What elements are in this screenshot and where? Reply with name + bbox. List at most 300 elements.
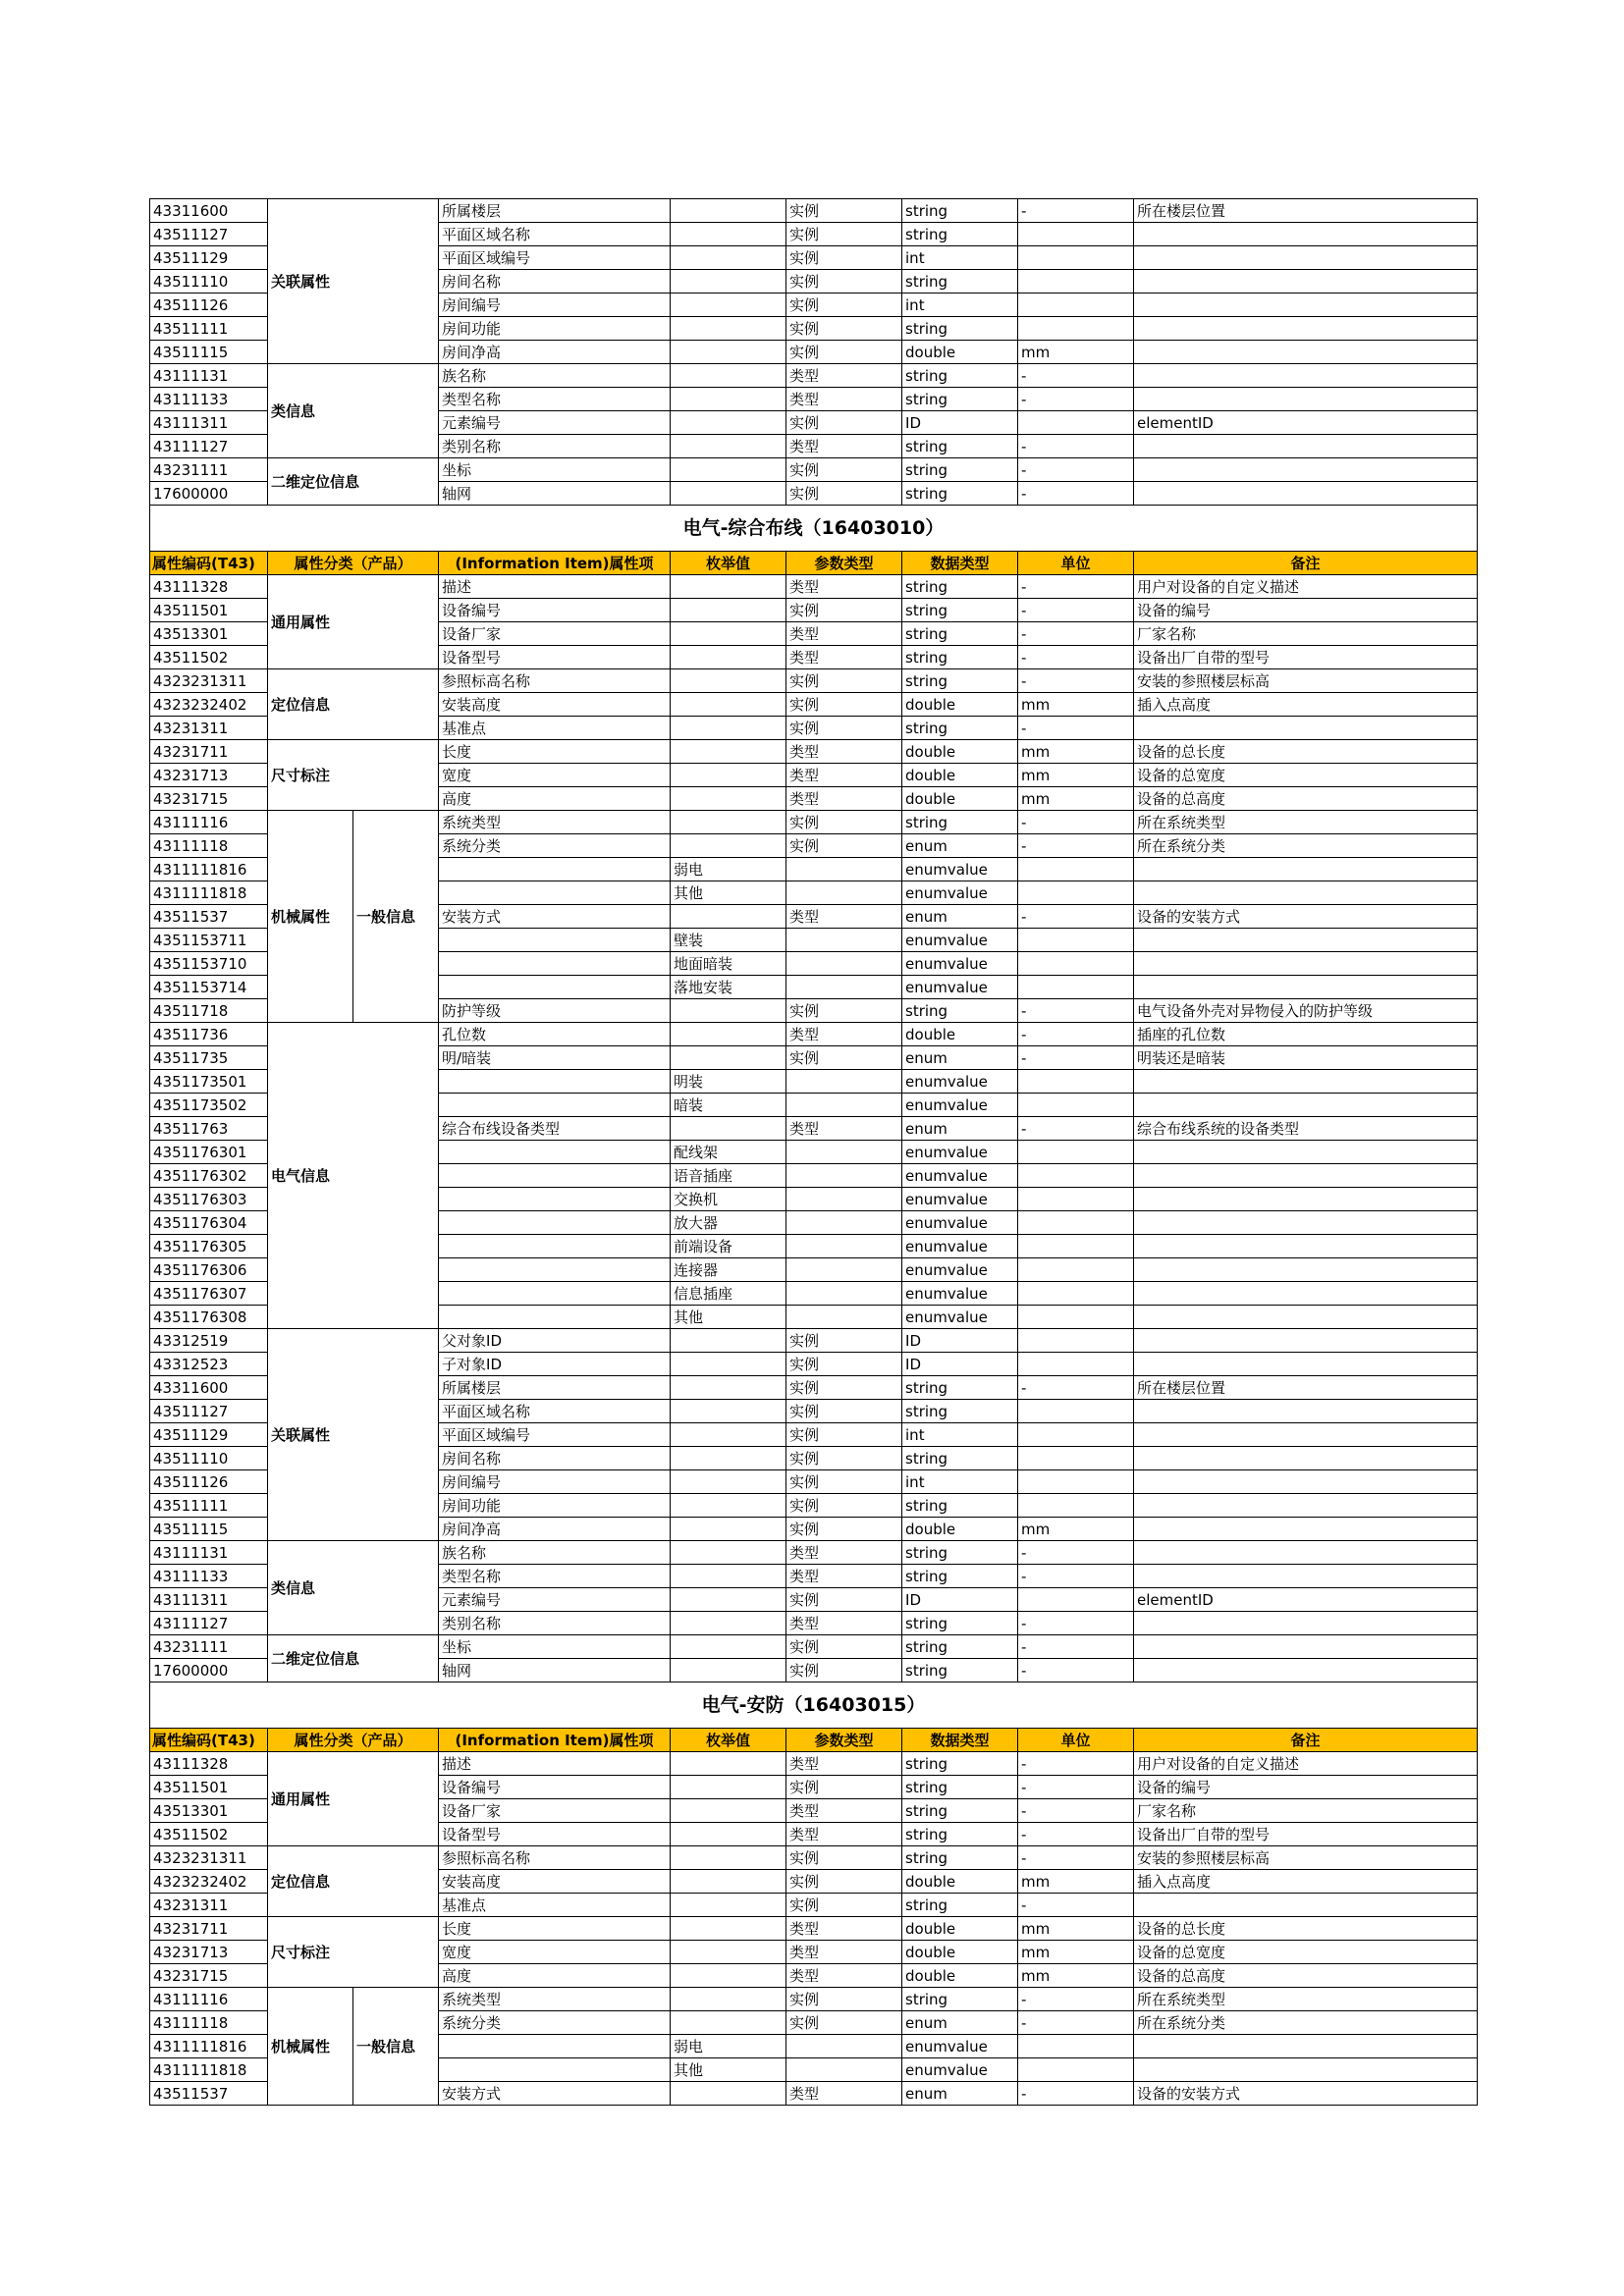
remark: 设备的编号 — [1134, 599, 1478, 622]
unit — [1018, 929, 1134, 952]
enum-value — [671, 482, 786, 506]
enum-value: 连接器 — [671, 1258, 786, 1282]
remark: 插入点高度 — [1134, 1870, 1478, 1894]
data-type: enumvalue — [902, 858, 1018, 881]
info-item: 房间编号 — [439, 294, 671, 317]
enum-value: 其他 — [671, 2058, 786, 2082]
unit — [1018, 246, 1134, 270]
remark: 设备的总长度 — [1134, 1917, 1478, 1941]
remark: 厂家名称 — [1134, 622, 1478, 646]
info-item: 族名称 — [439, 1541, 671, 1565]
data-type: double — [902, 787, 1018, 811]
remark — [1134, 1258, 1478, 1282]
remark: 所在楼层位置 — [1134, 1376, 1478, 1400]
remark — [1134, 1353, 1478, 1376]
enum-value — [671, 693, 786, 717]
unit — [1018, 1188, 1134, 1211]
enum-value — [671, 1823, 786, 1846]
enum-value: 信息插座 — [671, 1282, 786, 1306]
param-type: 类型 — [786, 1612, 902, 1635]
enum-value — [671, 223, 786, 246]
param-type: 类型 — [786, 646, 902, 669]
data-type: enum — [902, 1046, 1018, 1070]
enum-value — [671, 764, 786, 787]
remark — [1134, 1400, 1478, 1423]
enum-value — [671, 1988, 786, 2011]
param-type: 类型 — [786, 764, 902, 787]
enum-value — [671, 1612, 786, 1635]
info-item: 综合布线设备类型 — [439, 1117, 671, 1141]
info-item: 平面区域名称 — [439, 1400, 671, 1423]
param-type — [786, 929, 902, 952]
remark — [1134, 1565, 1478, 1588]
unit — [1018, 411, 1134, 435]
attr-category: 关联属性 — [268, 1329, 439, 1541]
attr-code: 43231715 — [150, 1964, 268, 1988]
remark: 安装的参照楼层标高 — [1134, 1846, 1478, 1870]
info-item: 描述 — [439, 575, 671, 599]
enum-value — [671, 1518, 786, 1541]
attr-code: 43511115 — [150, 341, 268, 364]
info-item: 房间功能 — [439, 317, 671, 341]
data-type: enumvalue — [902, 1070, 1018, 1094]
param-type: 实例 — [786, 317, 902, 341]
param-type: 类型 — [786, 2082, 902, 2106]
info-item — [439, 1070, 671, 1094]
info-item: 坐标 — [439, 458, 671, 482]
property-sheet — [149, 198, 1477, 2106]
column-header: 参数类型 — [786, 1729, 902, 1752]
unit: - — [1018, 646, 1134, 669]
info-item — [439, 976, 671, 999]
attr-code: 43511736 — [150, 1023, 268, 1046]
attr-code: 43511127 — [150, 1400, 268, 1423]
data-type: double — [902, 1023, 1018, 1046]
param-type: 实例 — [786, 2011, 902, 2035]
enum-value — [671, 599, 786, 622]
unit: - — [1018, 1988, 1134, 2011]
param-type: 实例 — [786, 1494, 902, 1518]
remark — [1134, 1894, 1478, 1917]
enum-value — [671, 717, 786, 740]
remark — [1134, 976, 1478, 999]
info-item: 高度 — [439, 787, 671, 811]
info-item: 明/暗装 — [439, 1046, 671, 1070]
info-item: 所属楼层 — [439, 1376, 671, 1400]
remark — [1134, 1447, 1478, 1470]
remark — [1134, 388, 1478, 411]
unit: - — [1018, 364, 1134, 388]
enum-value: 其他 — [671, 1306, 786, 1329]
remark — [1134, 1612, 1478, 1635]
unit — [1018, 881, 1134, 905]
enum-value — [671, 1846, 786, 1870]
attr-code: 43511111 — [150, 317, 268, 341]
attr-code: 4351153714 — [150, 976, 268, 999]
param-type: 类型 — [786, 364, 902, 388]
enum-value — [671, 1400, 786, 1423]
remark — [1134, 364, 1478, 388]
unit: - — [1018, 905, 1134, 929]
info-item — [439, 929, 671, 952]
attr-category: 定位信息 — [268, 669, 439, 740]
enum-value: 弱电 — [671, 2035, 786, 2058]
unit: - — [1018, 1565, 1134, 1588]
unit: - — [1018, 458, 1134, 482]
attr-category: 类信息 — [268, 1541, 439, 1635]
info-item: 平面区域编号 — [439, 246, 671, 270]
info-item: 系统类型 — [439, 1988, 671, 2011]
remark — [1134, 2058, 1478, 2082]
data-type: string — [902, 435, 1018, 458]
attr-category: 定位信息 — [268, 1846, 439, 1917]
remark: 设备的总高度 — [1134, 787, 1478, 811]
table-row — [150, 1023, 1478, 1046]
enum-value — [671, 1470, 786, 1494]
unit: - — [1018, 599, 1134, 622]
info-item: 设备厂家 — [439, 1799, 671, 1823]
remark: 设备的总宽度 — [1134, 764, 1478, 787]
data-type: string — [902, 1541, 1018, 1565]
data-type: enumvalue — [902, 2035, 1018, 2058]
remark — [1134, 1164, 1478, 1188]
table-row — [150, 1752, 1478, 1776]
param-type: 实例 — [786, 1635, 902, 1659]
data-type: enumvalue — [902, 1164, 1018, 1188]
info-item: 设备型号 — [439, 1823, 671, 1846]
attr-category: 二维定位信息 — [268, 1635, 439, 1682]
param-type: 实例 — [786, 1423, 902, 1447]
remark: 用户对设备的自定义描述 — [1134, 1752, 1478, 1776]
param-type: 实例 — [786, 1988, 902, 2011]
enum-value: 配线架 — [671, 1141, 786, 1164]
param-type: 实例 — [786, 1518, 902, 1541]
data-type: enum — [902, 905, 1018, 929]
column-header-row — [150, 552, 1478, 575]
data-type: double — [902, 341, 1018, 364]
info-item — [439, 1235, 671, 1258]
data-type: double — [902, 1870, 1018, 1894]
attr-code: 43231715 — [150, 787, 268, 811]
info-item: 平面区域编号 — [439, 1423, 671, 1447]
info-item: 房间净高 — [439, 1518, 671, 1541]
param-type: 类型 — [786, 435, 902, 458]
info-item — [439, 952, 671, 976]
remark: 综合布线系统的设备类型 — [1134, 1117, 1478, 1141]
enum-value: 弱电 — [671, 858, 786, 881]
section-title-row — [150, 1682, 1478, 1729]
data-type: string — [902, 482, 1018, 506]
info-item — [439, 1306, 671, 1329]
table-row — [150, 364, 1478, 388]
attr-code: 4351153710 — [150, 952, 268, 976]
enum-value — [671, 1894, 786, 1917]
remark: 所在系统类型 — [1134, 1988, 1478, 2011]
attr-category: 通用属性 — [268, 575, 439, 669]
attr-code: 43312523 — [150, 1353, 268, 1376]
table-row — [150, 811, 1478, 834]
data-type: string — [902, 199, 1018, 223]
remark — [1134, 223, 1478, 246]
data-type: string — [902, 811, 1018, 834]
param-type: 类型 — [786, 740, 902, 764]
enum-value: 暗装 — [671, 1094, 786, 1117]
enum-value — [671, 999, 786, 1023]
attr-code: 43111133 — [150, 388, 268, 411]
remark — [1134, 1470, 1478, 1494]
attr-code: 43511501 — [150, 1776, 268, 1799]
table-row — [150, 575, 1478, 599]
info-item: 族名称 — [439, 364, 671, 388]
enum-value — [671, 834, 786, 858]
param-type: 类型 — [786, 575, 902, 599]
param-type — [786, 976, 902, 999]
column-header: 备注 — [1134, 1729, 1478, 1752]
column-header: 枚举值 — [671, 1729, 786, 1752]
param-type: 实例 — [786, 1588, 902, 1612]
unit: - — [1018, 1776, 1134, 1799]
info-item: 系统类型 — [439, 811, 671, 834]
unit — [1018, 1258, 1134, 1282]
attr-code: 43111311 — [150, 1588, 268, 1612]
data-type: string — [902, 999, 1018, 1023]
info-item: 长度 — [439, 1917, 671, 1941]
attr-code: 4351176306 — [150, 1258, 268, 1282]
attr-code: 43511129 — [150, 246, 268, 270]
remark — [1134, 1211, 1478, 1235]
remark — [1134, 1235, 1478, 1258]
attr-code: 17600000 — [150, 1659, 268, 1682]
attr-subcategory: 一般信息 — [353, 1988, 439, 2106]
param-type: 类型 — [786, 1917, 902, 1941]
attr-code: 43111127 — [150, 435, 268, 458]
enum-value — [671, 294, 786, 317]
data-type: double — [902, 1941, 1018, 1964]
param-type: 实例 — [786, 1870, 902, 1894]
attr-code: 4311111816 — [150, 858, 268, 881]
attr-code: 43111328 — [150, 1752, 268, 1776]
info-item: 宽度 — [439, 1941, 671, 1964]
data-type: enumvalue — [902, 952, 1018, 976]
data-type: enumvalue — [902, 929, 1018, 952]
column-header: 参数类型 — [786, 552, 902, 575]
remark: 设备的编号 — [1134, 1776, 1478, 1799]
unit: - — [1018, 1023, 1134, 1046]
param-type: 实例 — [786, 294, 902, 317]
unit — [1018, 1329, 1134, 1353]
param-type: 实例 — [786, 693, 902, 717]
unit — [1018, 1235, 1134, 1258]
unit: mm — [1018, 1870, 1134, 1894]
attr-code: 4351176304 — [150, 1211, 268, 1235]
attr-code: 43513301 — [150, 622, 268, 646]
data-type: string — [902, 1565, 1018, 1588]
data-type: ID — [902, 1353, 1018, 1376]
attr-code: 4323231311 — [150, 669, 268, 693]
remark — [1134, 1494, 1478, 1518]
data-type: double — [902, 740, 1018, 764]
attr-code: 43511502 — [150, 1823, 268, 1846]
remark — [1134, 717, 1478, 740]
unit — [1018, 1282, 1134, 1306]
column-header: 数据类型 — [902, 552, 1018, 575]
unit: - — [1018, 1541, 1134, 1565]
param-type: 类型 — [786, 1541, 902, 1565]
unit: mm — [1018, 693, 1134, 717]
remark: 安装的参照楼层标高 — [1134, 669, 1478, 693]
unit — [1018, 2058, 1134, 2082]
unit: - — [1018, 811, 1134, 834]
param-type: 实例 — [786, 1329, 902, 1353]
remark — [1134, 1070, 1478, 1094]
unit: - — [1018, 435, 1134, 458]
data-type: string — [902, 1894, 1018, 1917]
info-item — [439, 2058, 671, 2082]
attr-code: 43111311 — [150, 411, 268, 435]
data-type: enumvalue — [902, 1094, 1018, 1117]
remark — [1134, 435, 1478, 458]
unit: - — [1018, 1659, 1134, 1682]
data-type: double — [902, 693, 1018, 717]
attr-code: 43511501 — [150, 599, 268, 622]
column-header: 单位 — [1018, 552, 1134, 575]
enum-value — [671, 1659, 786, 1682]
remark — [1134, 1141, 1478, 1164]
info-item — [439, 858, 671, 881]
unit: - — [1018, 1846, 1134, 1870]
enum-value: 地面暗装 — [671, 952, 786, 976]
unit: - — [1018, 1752, 1134, 1776]
attr-code: 4311111818 — [150, 2058, 268, 2082]
param-type: 实例 — [786, 482, 902, 506]
attr-code: 4323232402 — [150, 1870, 268, 1894]
unit — [1018, 1211, 1134, 1235]
param-type: 类型 — [786, 787, 902, 811]
unit: - — [1018, 1635, 1134, 1659]
attr-category: 机械属性 — [268, 1988, 353, 2106]
attr-code: 4351176305 — [150, 1235, 268, 1258]
info-item: 元素编号 — [439, 411, 671, 435]
attr-category: 尺寸标注 — [268, 1917, 439, 1988]
remark: 设备的总宽度 — [1134, 1941, 1478, 1964]
param-type: 实例 — [786, 999, 902, 1023]
data-type: string — [902, 1612, 1018, 1635]
unit — [1018, 2035, 1134, 2058]
unit: mm — [1018, 1941, 1134, 1964]
enum-value — [671, 1565, 786, 1588]
unit: - — [1018, 2011, 1134, 2035]
attr-code: 43111116 — [150, 811, 268, 834]
column-header: 属性分类（产品） — [268, 1729, 439, 1752]
remark — [1134, 1635, 1478, 1659]
unit — [1018, 1470, 1134, 1494]
enum-value — [671, 1752, 786, 1776]
data-type: enum — [902, 2011, 1018, 2035]
attr-subcategory: 一般信息 — [353, 811, 439, 1023]
enum-value — [671, 646, 786, 669]
enum-value — [671, 388, 786, 411]
unit: - — [1018, 999, 1134, 1023]
data-type: string — [902, 1376, 1018, 1400]
param-type: 实例 — [786, 1400, 902, 1423]
param-type — [786, 2035, 902, 2058]
unit — [1018, 1353, 1134, 1376]
data-type: string — [902, 1635, 1018, 1659]
table-row — [150, 458, 1478, 482]
remark: 设备的总长度 — [1134, 740, 1478, 764]
attr-code: 43111131 — [150, 1541, 268, 1565]
attr-code: 43111116 — [150, 1988, 268, 2011]
data-type: string — [902, 1799, 1018, 1823]
remark: 厂家名称 — [1134, 1799, 1478, 1823]
info-item: 轴网 — [439, 482, 671, 506]
remark: 设备的安装方式 — [1134, 905, 1478, 929]
data-type: string — [902, 1659, 1018, 1682]
attr-code: 43511502 — [150, 646, 268, 669]
info-item: 房间功能 — [439, 1494, 671, 1518]
enum-value: 落地安装 — [671, 976, 786, 999]
unit — [1018, 1164, 1134, 1188]
enum-value — [671, 199, 786, 223]
info-item — [439, 1141, 671, 1164]
param-type: 实例 — [786, 1046, 902, 1070]
attr-category: 机械属性 — [268, 811, 353, 1023]
remark: 所在系统分类 — [1134, 834, 1478, 858]
unit: - — [1018, 199, 1134, 223]
table-row — [150, 740, 1478, 764]
info-item: 安装方式 — [439, 2082, 671, 2106]
attr-category: 关联属性 — [268, 199, 439, 364]
unit — [1018, 1400, 1134, 1423]
enum-value — [671, 1541, 786, 1565]
column-header: 数据类型 — [902, 1729, 1018, 1752]
table-row — [150, 199, 1478, 223]
table-row — [150, 1541, 1478, 1565]
remark — [1134, 2035, 1478, 2058]
info-item: 房间名称 — [439, 270, 671, 294]
section-title: 电气-综合布线（16403010） — [150, 506, 1478, 552]
enum-value: 壁装 — [671, 929, 786, 952]
enum-value: 其他 — [671, 881, 786, 905]
unit: - — [1018, 482, 1134, 506]
unit: - — [1018, 2082, 1134, 2106]
param-type — [786, 1258, 902, 1282]
info-item: 高度 — [439, 1964, 671, 1988]
attr-code: 43231111 — [150, 458, 268, 482]
enum-value — [671, 622, 786, 646]
remark — [1134, 1541, 1478, 1565]
remark — [1134, 1659, 1478, 1682]
info-item: 平面区域名称 — [439, 223, 671, 246]
remark — [1134, 952, 1478, 976]
unit — [1018, 952, 1134, 976]
table-row — [150, 1846, 1478, 1870]
enum-value — [671, 740, 786, 764]
attr-code: 43511111 — [150, 1494, 268, 1518]
info-item: 类型名称 — [439, 388, 671, 411]
attr-code: 4351173502 — [150, 1094, 268, 1117]
param-type: 实例 — [786, 717, 902, 740]
info-item: 安装高度 — [439, 693, 671, 717]
table-row — [150, 1635, 1478, 1659]
unit — [1018, 223, 1134, 246]
attr-code: 43111133 — [150, 1565, 268, 1588]
info-item: 参照标高名称 — [439, 1846, 671, 1870]
data-type: string — [902, 458, 1018, 482]
enum-value — [671, 1046, 786, 1070]
attr-category: 尺寸标注 — [268, 740, 439, 811]
param-type: 类型 — [786, 388, 902, 411]
